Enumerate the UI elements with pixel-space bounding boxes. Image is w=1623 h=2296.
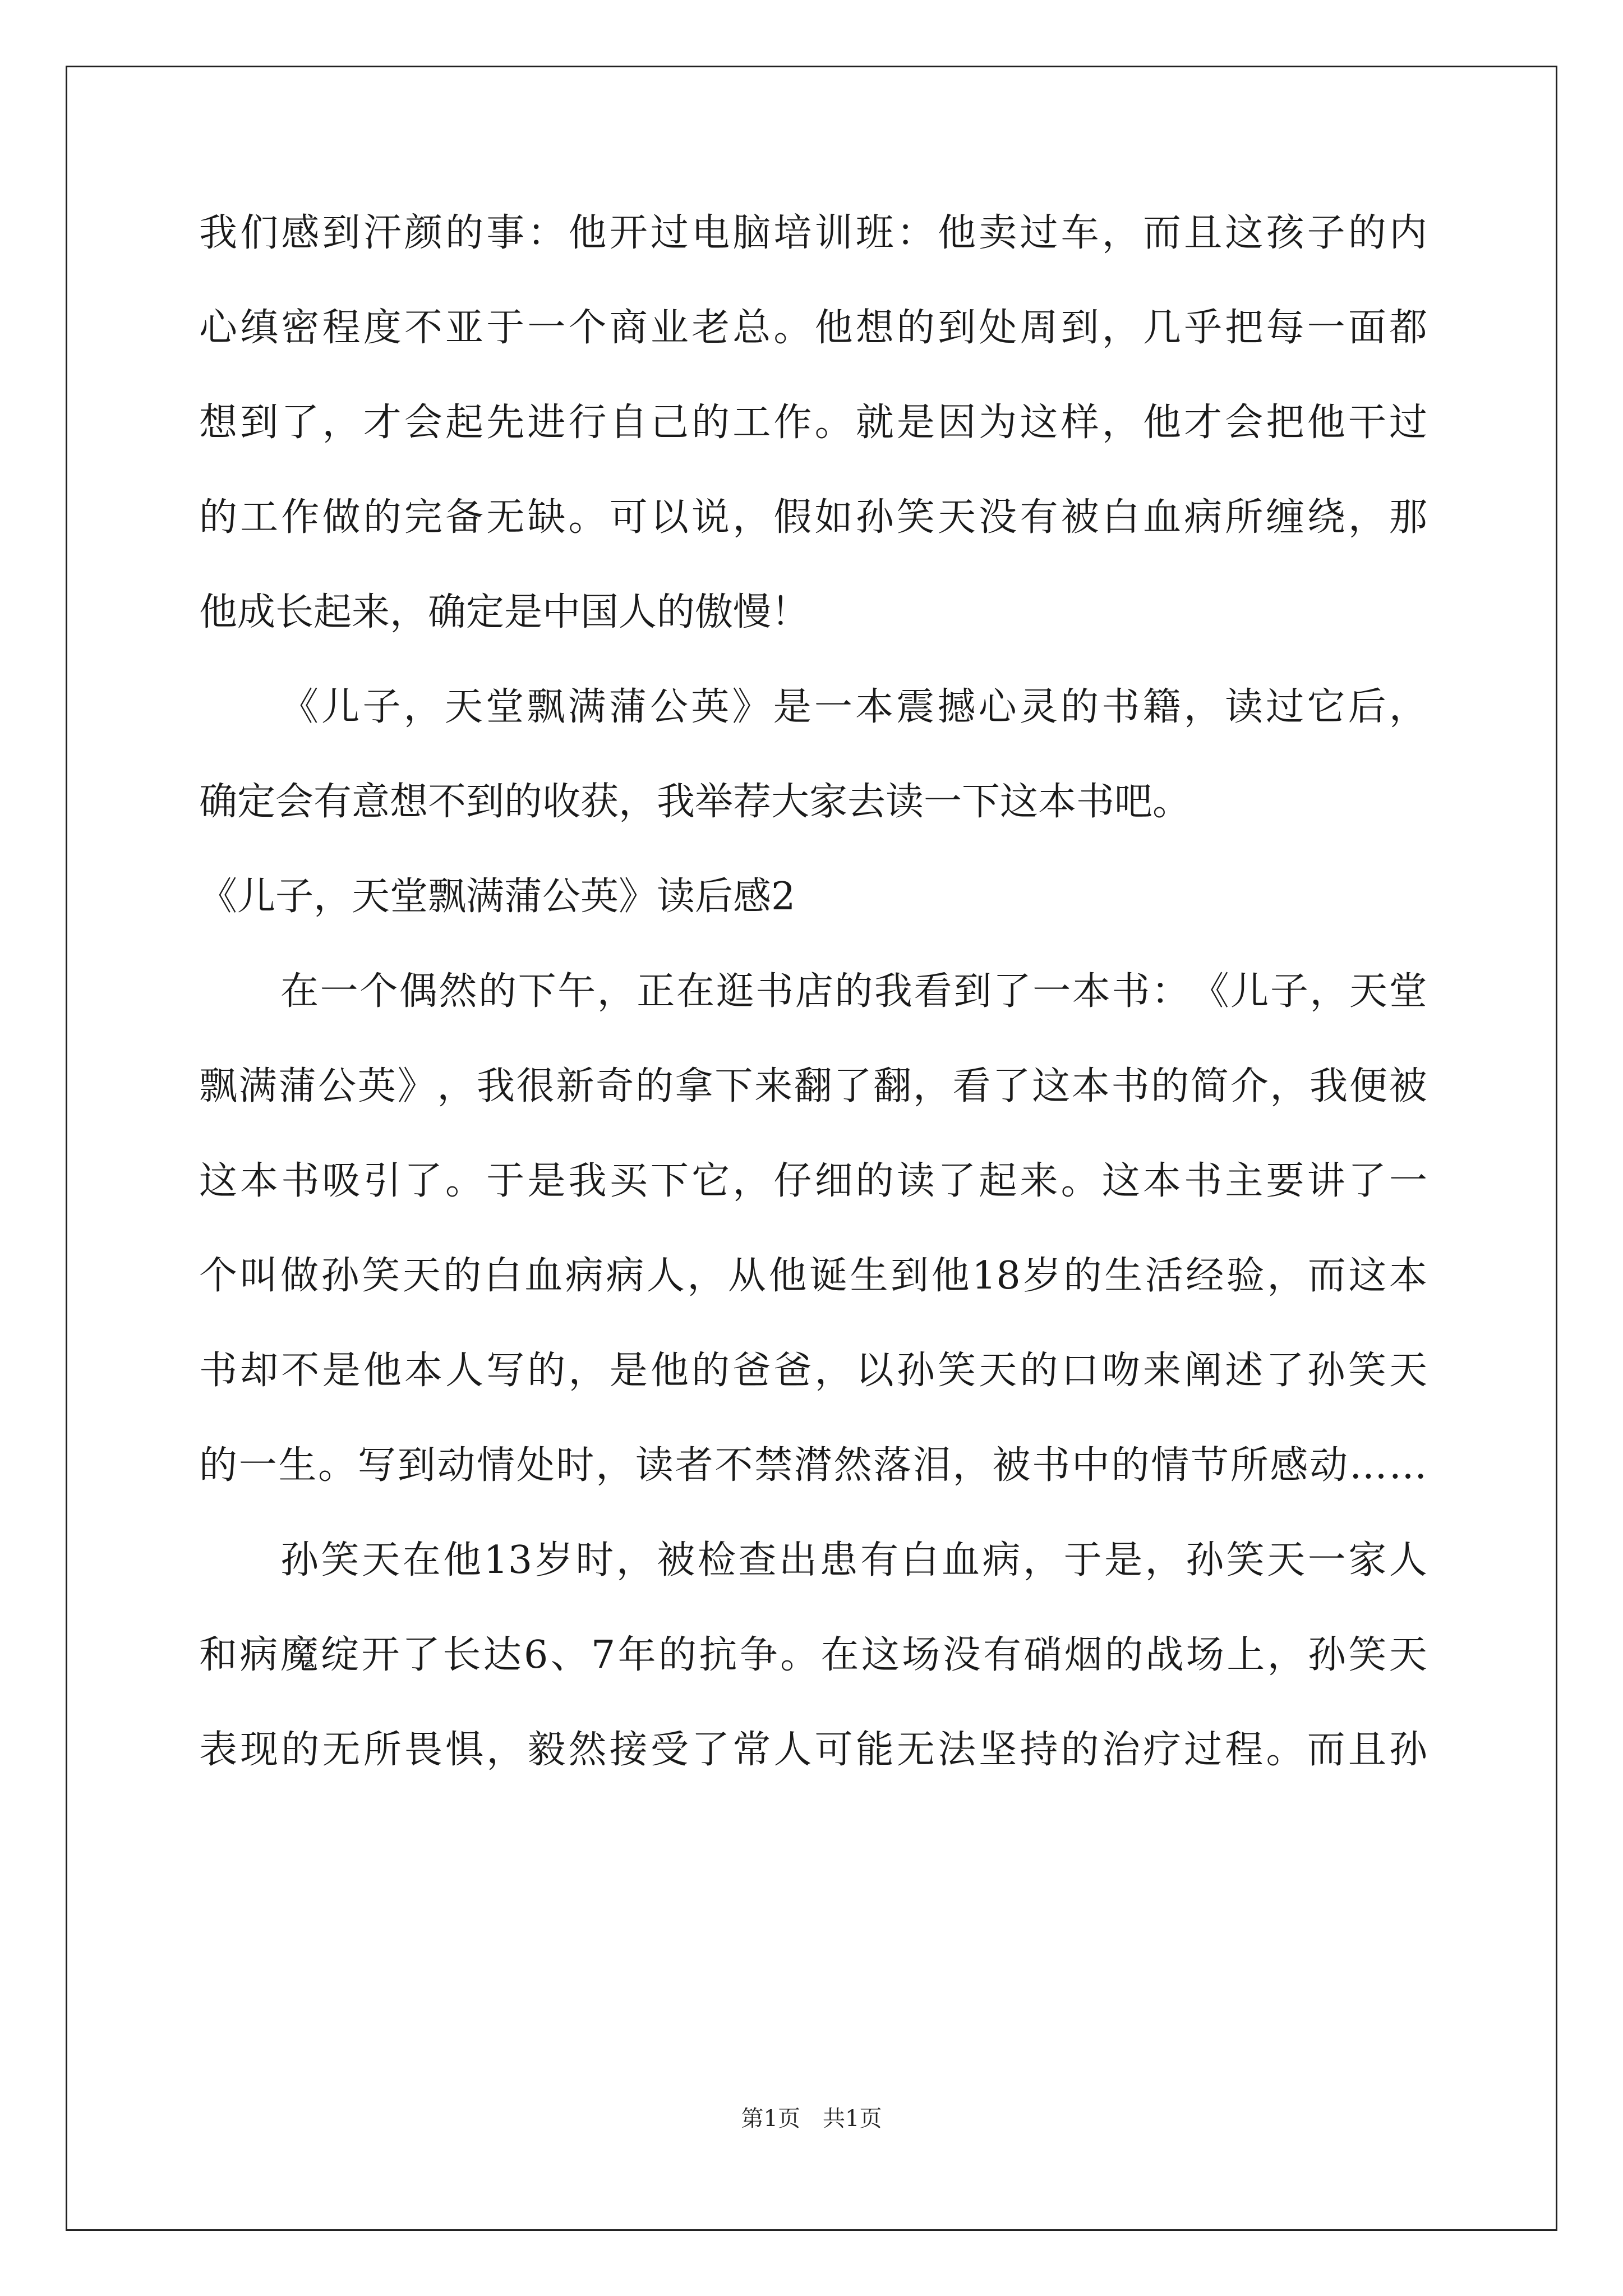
line-gap [199,1299,1427,1348]
text-line: 在 一 个 偶 然 的 下 午 ， 正 在 逛 书 店 的 我 看 到 了 一 本 书 ： 《 儿 子 ， 天 堂 [280,969,1427,1014]
line-gap [199,1015,1427,1064]
line-gap [199,1394,1427,1443]
text-line: 这 本 书 吸 引 了 。 于 是 我 买 下 它 ， 仔 细 的 读 了 起 来 。 这 本 书 主 要 讲 了 一 [199,1159,1427,1203]
line-gap [199,730,1427,779]
page-footer: 第1页 共1页 [741,2106,882,2132]
line-gap [199,1204,1427,1253]
text-line: 想 到 了 ， 才 会 起 先 进 行 自 己 的 工 作 。 就 是 因 为 这 样 ， 他 才 会 把 他 干 过 [199,401,1427,445]
text-line: 的 工 作 做 的 完 备 无 缺 。 可 以 说 ， 假 如 孙 笑 天 没 有 被 白 血 病 所 缠 绕 ， 那 [199,495,1427,540]
line-gap [199,636,1427,684]
text-line: 我 们 感 到 汗 颜 的 事 ： 他 开 过 电 脑 培 训 班 ： 他 卖 过 车 ， 而 且 这 孩 子 的 内 [199,211,1427,255]
line-gap [199,541,1427,590]
text-line: 书 却 不 是 他 本 人 写 的 ， 是 他 的 爸 爸 ， 以 孙 笑 天 的 口 吻 来 阐 述 了 孙 笑 天 [199,1349,1427,1393]
line-gap [199,825,1427,874]
text-line: 心 缜 密 程 度 不 亚 于 一 个 商 业 老 总 。 他 想 的 到 处 周 到 ， 几 乎 把 每 一 面 都 [199,306,1427,350]
line-gap [199,1110,1427,1158]
line-gap [199,446,1427,495]
line-gap [199,1489,1427,1538]
text-line: 孙 笑 天 在 他 13 岁 时 ， 被 检 查 出 患 有 白 血 病 ， 于 是 ， 孙 笑 天 一 家 人 [280,1538,1427,1582]
text-line: 飘 满 蒲 公 英 》 ， 我 很 新 奇 的 拿 下 来 翻 了 翻 ， 看 了 这 本 书 的 简 介 ， 我 便 被 [199,1064,1427,1108]
text-line: 和 病 魔 绽 开 了 长 达 6 、 7 年 的 抗 争 。 在 这 场 没 有 硝 烟 的 战 场 上 ， 孙 笑 天 [199,1633,1427,1677]
text-line: 确定会有意想不到的收获，我举荐大家去读一下这本书吧。 [199,780,1191,824]
text-line: 个 叫 做 孙 笑 天 的 白 血 病 病 人 ， 从 他 诞 生 到 他 18 岁 的 生 活 经 验 ， 而 这 本 [199,1254,1427,1298]
text-line: 表 现 的 无 所 畏 惧 ， 毅 然 接 受 了 常 人 可 能 无 法 坚 持 的 治 疗 过 程 。 而 且 孙 [199,1728,1427,1772]
line-gap [199,1678,1427,1727]
text-line: 《 儿 子 ， 天 堂 飘 满 蒲 公 英 》 是 一 本 震 撼 心 灵 的 书 籍 ， 读 过 它 后 ， [280,685,1427,729]
line-gap [199,920,1427,969]
text-line: 的 一 生 。 写 到 动 情 处 时 ， 读 者 不 禁 潸 然 落 泪 ， 被 书 中 的 情 节 所 感 动 … … [199,1443,1427,1488]
line-gap [199,1584,1427,1632]
line-gap [199,351,1427,400]
section-heading: 《儿子，天堂飘满蒲公英》读后感2 [199,875,796,919]
line-gap [199,256,1427,305]
document-body [199,210,1427,1773]
text-line: 他成长起来，确定是中国人的傲慢！ [199,590,810,634]
